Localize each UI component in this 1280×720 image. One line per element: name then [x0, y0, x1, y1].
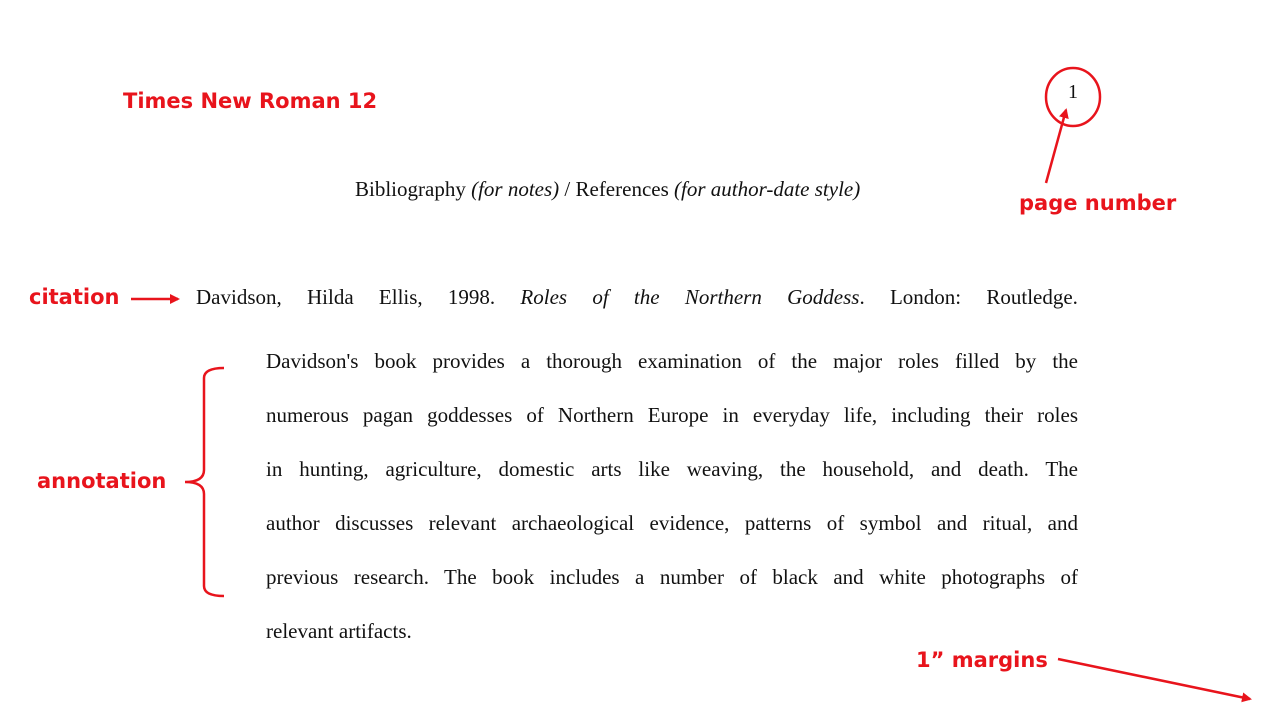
- citation-title-end: [787, 283, 865, 311]
- citation-period: .: [859, 285, 865, 309]
- annotation-line: [266, 550, 1078, 604]
- heading-references: / References: [559, 177, 675, 201]
- annotation-brace: [185, 368, 224, 596]
- page-number-label: page number: [1019, 191, 1177, 215]
- annotation-line: [266, 388, 1078, 442]
- citation-year: 1998.: [447, 285, 496, 309]
- citation-place: London:: [889, 285, 962, 309]
- margins-arrow: [1058, 659, 1250, 699]
- annotation-line-text: numerous pagan goddesses of Northern Europe in everyday life, including their roles: [266, 403, 1078, 427]
- font-note-label: Times New Roman 12: [123, 89, 378, 113]
- citation-title-word: Roles: [520, 285, 568, 309]
- annotation-line: [266, 496, 1078, 550]
- citation-title-word: Northern: [684, 285, 762, 309]
- annotation-line: [266, 334, 1078, 388]
- annotation-label: annotation: [37, 469, 167, 493]
- citation-publisher: Routledge.: [986, 285, 1078, 309]
- annotation-paragraph: [266, 334, 1078, 658]
- citation-entry: [196, 283, 1078, 311]
- citation-title-word: Goddess: [787, 285, 860, 309]
- annotation-line-text: relevant artifacts.: [266, 619, 412, 643]
- annotation-line: [266, 604, 1078, 658]
- citation-title-word: the: [633, 285, 660, 309]
- page-number: 1: [1068, 81, 1078, 103]
- annotation-line-text: author discusses relevant archaeological evidence, patterns of symbol and ritual, and: [266, 511, 1078, 535]
- page-heading: [355, 175, 860, 203]
- margins-label: 1” margins: [916, 648, 1048, 672]
- annotation-line-text: Davidson's book provides a thorough examination of the major roles filled by the: [266, 349, 1078, 373]
- citation-word: Ellis,: [378, 285, 423, 309]
- annotation-line-text: in hunting, agriculture, domestic arts like weaving, the household, and death. The: [266, 457, 1078, 481]
- citation-word: Hilda: [307, 285, 354, 309]
- annotation-line: [266, 442, 1078, 496]
- citation-word: Davidson,: [196, 285, 282, 309]
- heading-for-author-date: (for author-date style): [674, 177, 861, 201]
- heading-for-notes: (for notes): [471, 177, 560, 201]
- heading-bibliography: Bibliography: [355, 177, 472, 201]
- citation-label: citation: [29, 285, 120, 309]
- annotation-line-text: previous research. The book includes a number of black and white photographs of: [266, 565, 1078, 589]
- citation-title-word: of: [592, 285, 609, 309]
